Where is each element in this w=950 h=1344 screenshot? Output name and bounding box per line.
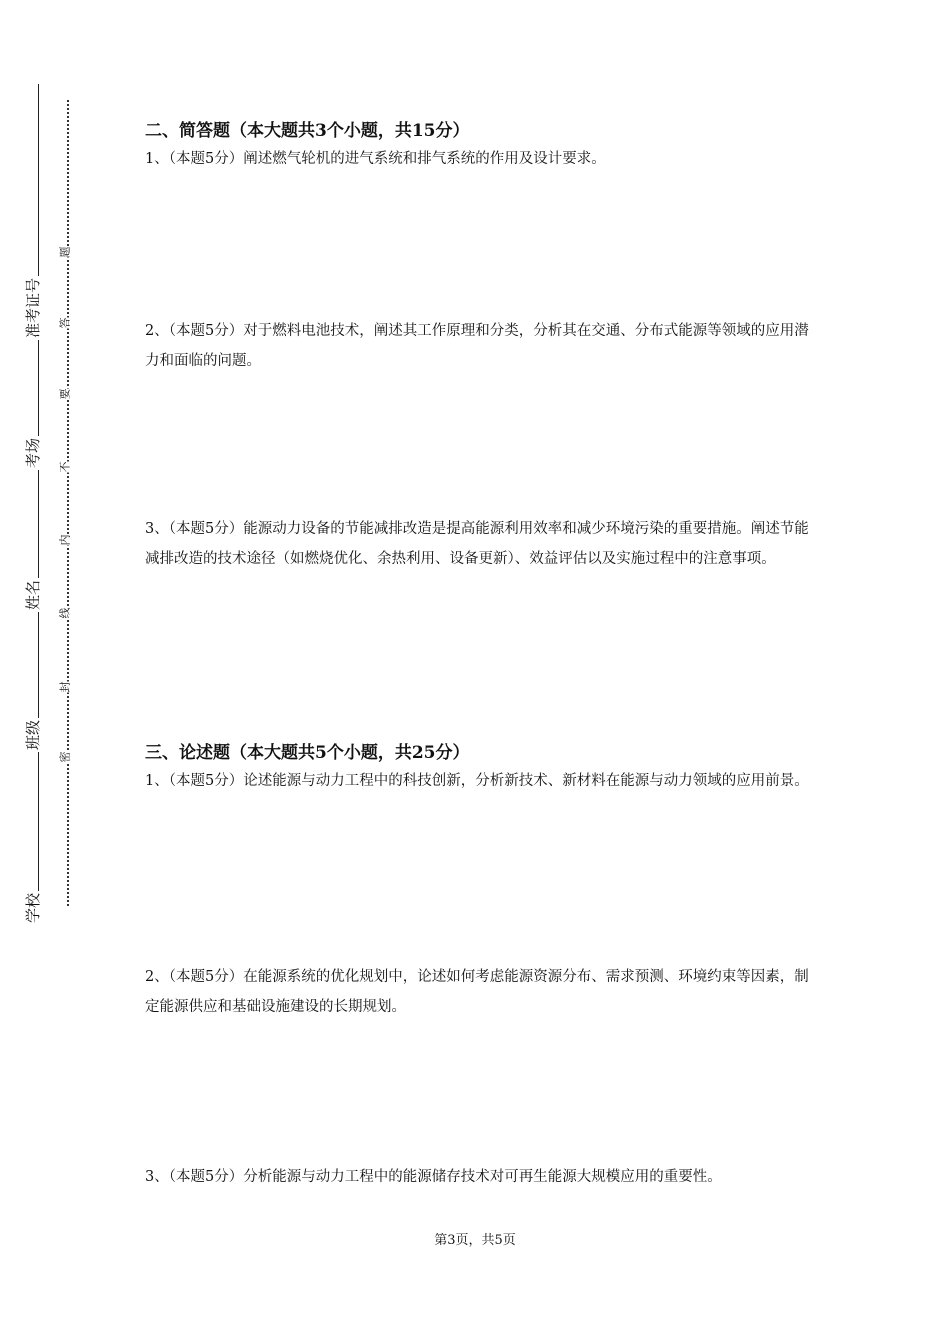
field-class: 班级 <box>24 719 42 750</box>
section-2-title: 二、简答题（本大题共3个小题，共15分） <box>145 121 470 141</box>
question-block <box>145 316 813 376</box>
seal-char: 内 <box>58 534 72 546</box>
question-2-3: 3、（本题5分）能源动力设备的节能减排改造是提高能源利用效率和减少环境污染的重要措施。阐述节能减排改造的技术途径（如燃烧优化、余热利用、设备更新）、效益评估以及实施过程中的注意事项。 <box>145 521 809 567</box>
question-2-2: 2、（本题5分）对于燃料电池技术，阐述其工作原理和分类，分析其在交通、分布式能源等领域的应用潜力和面临的问题。 <box>145 323 809 369</box>
seal-dotted-line <box>67 100 69 906</box>
seal-char: 不 <box>58 461 72 473</box>
question-3-1: 1、（本题5分）论述能源与动力工程中的科技创新，分析新技术、新材料在能源与动力领域的应用前景。 <box>145 773 809 789</box>
question-2-1: 1、（本题5分）阐述燃气轮机的进气系统和排气系统的作用及设计要求。 <box>145 151 606 167</box>
seal-char: 答 <box>58 317 72 329</box>
seal-char: 线 <box>58 607 72 619</box>
field-exam-id: 准考证号 <box>24 277 42 338</box>
section-3 <box>145 740 813 796</box>
seal-char: 要 <box>58 388 72 400</box>
question-3-3: 3、（本题5分）分析能源与动力工程中的能源储存技术对可再生能源大规模应用的重要性。 <box>145 1169 722 1185</box>
question-3-2: 2、（本题5分）在能源系统的优化规划中，论述如何考虑能源资源分布、需求预测、环境约束等因素，制定能源供应和基础设施建设的长期规划。 <box>145 969 809 1015</box>
question-block <box>145 1162 813 1192</box>
seal-char: 封 <box>58 681 72 693</box>
binding-solid-line <box>38 84 39 920</box>
section-3-title: 三、论述题（本大题共5个小题，共25分） <box>145 743 470 763</box>
section-2 <box>145 118 813 174</box>
field-name: 姓名 <box>24 579 42 610</box>
seal-char: 密 <box>58 751 72 763</box>
field-school: 学校 <box>24 892 42 923</box>
question-block <box>145 962 813 1022</box>
field-exam-room: 考场 <box>24 437 42 468</box>
seal-char: 题 <box>58 246 72 258</box>
question-block <box>145 514 813 574</box>
page-number: 第3页，共5页 <box>434 1233 516 1248</box>
